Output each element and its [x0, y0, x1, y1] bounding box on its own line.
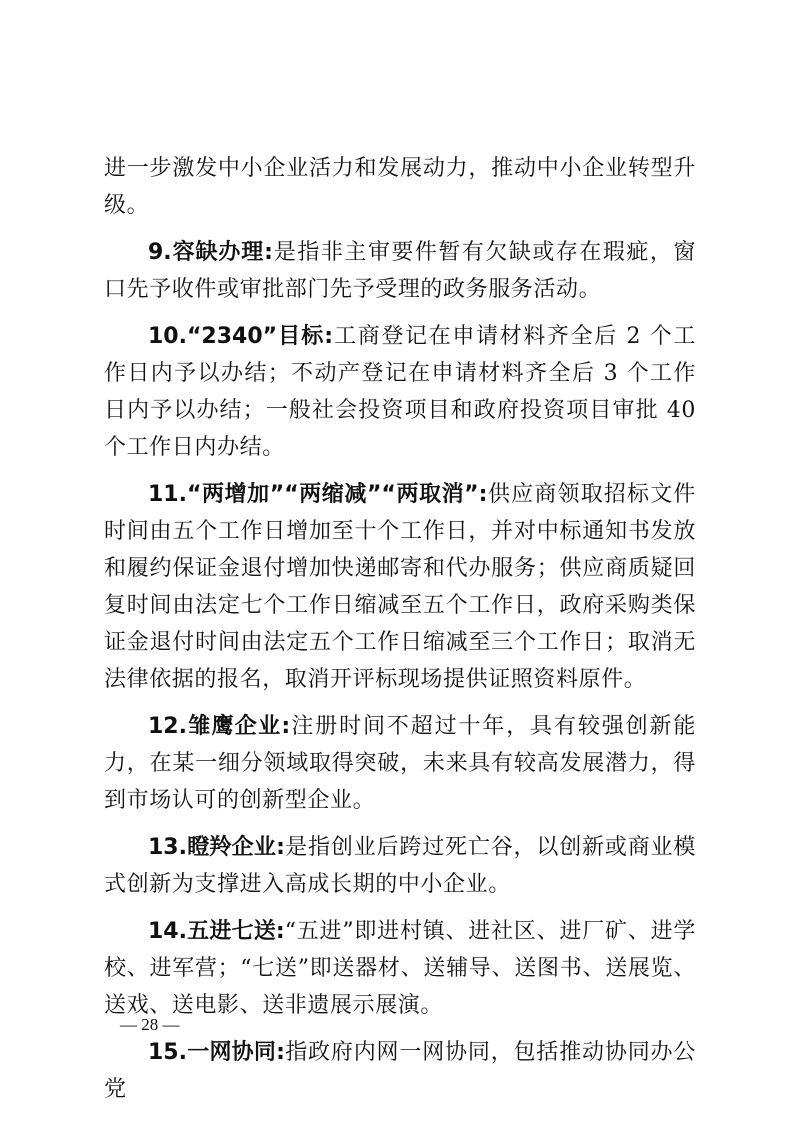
intro-paragraph: 进一步激发中小企业活力和发展动力，推动中小企业转型升级。: [104, 156, 696, 218]
list-item: [104, 1034, 696, 1108]
item-term: 15.一网协同:: [148, 1040, 285, 1065]
list-item: [104, 913, 696, 1024]
item-term: 10.“2340”目标:: [148, 324, 334, 349]
list-item: [104, 318, 696, 466]
item-text: 注册时间不超过十年，具有较强创新能力，在某一细分领域取得突破，未来具有较高发展潜力，得到市场认可的创新型企业。: [104, 714, 696, 813]
list-item: [104, 829, 696, 903]
item-text: 是指非主审要件暂有欠缺或存在瑕疵，窗口先予收件或审批部门先予受理的政务服务活动。: [104, 240, 696, 302]
item-text: 指政府内网一网协同，包括推动协同办公党: [104, 1040, 696, 1102]
page-number: — 28 —: [120, 1015, 180, 1034]
item-text: 供应商领取招标文件时间由五个工作日增加至十个工作日，并对中标通知书发放和履约保证金退付增加快递邮寄和代办服务；供应商质疑回复时间由法定七个工作日缩减至五个工作日，政府采购类保证金退付时间由法定五个工作日缩减至三个工作日；取消无法律依据的报名，取消开评标现场提供证照资料原件。: [104, 482, 696, 692]
item-term: 14.五进七送:: [148, 919, 285, 944]
item-text: 是指创业后跨过死亡谷，以创新或商业模式创新为支撑进入高成长期的中小企业。: [104, 835, 696, 897]
body-text: [104, 150, 696, 1118]
item-term: 12.雏鹰企业:: [148, 714, 291, 739]
list-item: [104, 476, 696, 698]
item-term: 9.容缺办理:: [148, 240, 273, 265]
item-term: 11.“两增加”“两缩减”“两取消”:: [148, 482, 488, 507]
item-term: 13.瞪羚企业:: [148, 835, 285, 860]
item-text: 工商登记在申请材料齐全后 2 个工作日内予以办结；不动产登记在申请材料齐全后 3 个工作日内予以办结；一般社会投资项目和政府投资项目审批 40 个工作日内办结。: [104, 324, 696, 460]
list-item: [104, 234, 696, 308]
list-item: [104, 708, 696, 819]
item-text: “五进”即进村镇、进社区、进厂矿、进学校、进军营；“七送”即送器材、送辅导、送图书、送展览、送戏、送电影、送非遗展示展演。: [104, 919, 696, 1018]
